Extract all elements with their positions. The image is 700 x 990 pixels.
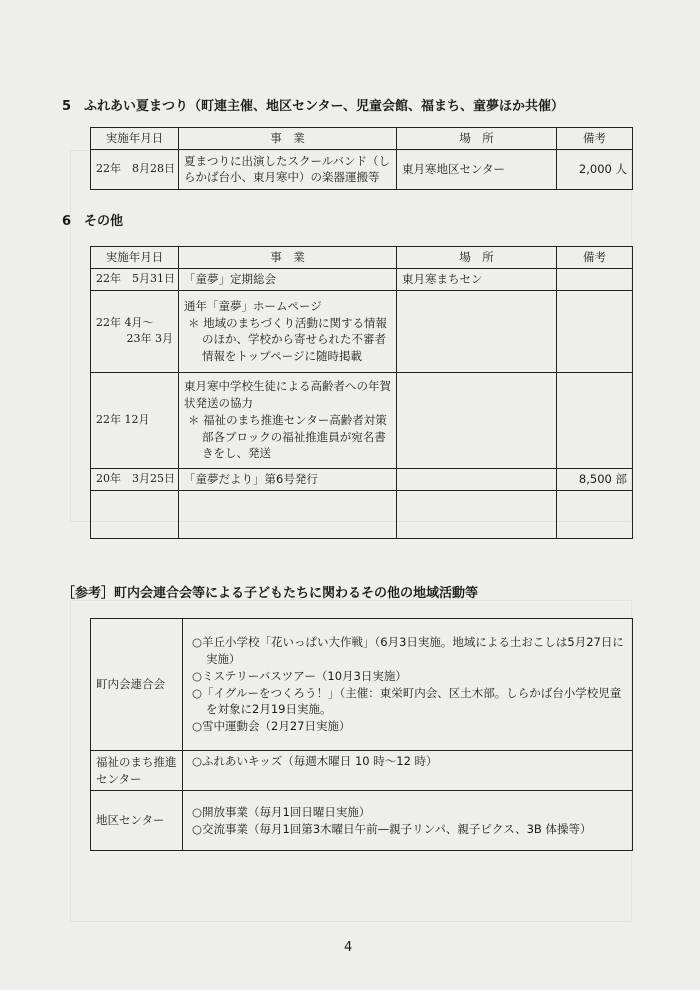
row-place xyxy=(397,372,557,468)
table-row xyxy=(91,268,633,290)
org-cell: 町内会連合会 xyxy=(91,619,183,751)
table-row xyxy=(91,372,633,468)
row-note xyxy=(557,290,633,372)
list-item: ○雪中運動会（2月27日実施） xyxy=(192,718,351,733)
table-header-row xyxy=(91,247,633,269)
header-date: 実施年月日 xyxy=(91,247,179,269)
row-place xyxy=(397,468,557,490)
empty-cell xyxy=(557,490,633,538)
list-item: ○ミステリーバスツアー（10月3日実施） xyxy=(192,668,407,683)
row-date: 20年 3月25日 xyxy=(91,468,179,490)
list-item: ○羊丘小学校「花いっぱい大作戦」（6月3日実施。地域による土おこしは5月27日に実施） xyxy=(192,635,624,667)
row-date: 22年 12月 xyxy=(91,372,179,468)
row-place xyxy=(397,290,557,372)
section6-heading: 6 その他 xyxy=(62,214,124,229)
section5-table xyxy=(90,127,633,190)
items-cell xyxy=(183,751,633,791)
row-event xyxy=(179,372,397,468)
row-date: 22年 5月31日 xyxy=(91,268,179,290)
empty-cell xyxy=(91,490,179,538)
row-event xyxy=(179,290,397,372)
table-header-row xyxy=(91,128,633,150)
items-cell xyxy=(183,619,633,751)
header-event: 事 業 xyxy=(179,128,397,150)
reference-heading: ［参考］町内会連合会等による子どもたちに関わるその他の地域活動等 xyxy=(62,586,479,601)
section6-table xyxy=(90,246,633,539)
org-cell: 福祉のまち推進センター xyxy=(91,751,183,791)
row-note: 8,500 部 xyxy=(557,468,633,490)
event-main: 通年「童夢」ホームページ xyxy=(184,298,322,313)
table-row xyxy=(91,751,633,791)
reference-table xyxy=(90,618,633,851)
table-row xyxy=(91,468,633,490)
header-note: 備考 xyxy=(557,128,633,150)
list-item: ○ふれあいキッズ（毎週木曜日 10 時～12 時） xyxy=(192,754,438,768)
event-main: 東月寒中学校生徒による高齢者への年賀状発送の協力 xyxy=(184,379,391,411)
list-item: ○交流事業（毎月1回第3木曜日午前—親子リンパ、親子ピクス、3B 体操等） xyxy=(192,821,592,836)
table-row xyxy=(91,791,633,851)
header-event: 事 業 xyxy=(179,247,397,269)
section5-heading: 5 ふれあい夏まつり（町連主催、地区センター、児童会館、福まち、童夢ほか共催） xyxy=(62,99,565,114)
header-place: 場 所 xyxy=(397,247,557,269)
row-place: 東月寒まちセン xyxy=(397,268,557,290)
list-item: ○「イグルーをつくろう！」（主催：東栄町内会、区土木部。しらかば台小学校児童を対象に2月19日実施。 xyxy=(192,685,622,717)
row-date: 22年 8月28日 xyxy=(91,149,179,189)
row-event: 「童夢だより」第6号発行 xyxy=(179,468,397,490)
row-note xyxy=(557,372,633,468)
row-event: 「童夢」定期総会 xyxy=(179,268,397,290)
row-event: 夏まつりに出演したスクールバンド（しらかば台小、東月寒中）の楽器運搬等 xyxy=(179,149,397,189)
row-date xyxy=(91,290,179,372)
page-number: 4 xyxy=(344,940,353,955)
empty-cell xyxy=(179,490,397,538)
table-row xyxy=(91,290,633,372)
header-place: 場 所 xyxy=(397,128,557,150)
items-cell xyxy=(183,791,633,851)
header-note: 備考 xyxy=(557,247,633,269)
date-start: 22年 4月～ xyxy=(96,316,154,330)
header-date: 実施年月日 xyxy=(91,128,179,150)
date-end: 23年 3月 xyxy=(126,332,173,346)
table-row-empty xyxy=(91,490,633,538)
table-row xyxy=(91,149,633,189)
org-cell: 地区センター xyxy=(91,791,183,851)
row-note xyxy=(557,268,633,290)
row-note: 2,000 人 xyxy=(557,149,633,189)
list-item: ○開放事業（毎月1回日曜日実施） xyxy=(192,804,371,819)
row-place: 東月寒地区センター xyxy=(397,149,557,189)
table-row xyxy=(91,619,633,751)
event-note: ＊ 福祉のまち推進センター高齢者対策部各ブロックの福祉推進員が宛名書きをし、発送 xyxy=(188,412,387,461)
event-note: ＊ 地域のまちづくり活動に関する情報のほか、学校から寄せられた不審者情報をトップページに随時掲載 xyxy=(188,315,388,363)
empty-cell xyxy=(397,490,557,538)
